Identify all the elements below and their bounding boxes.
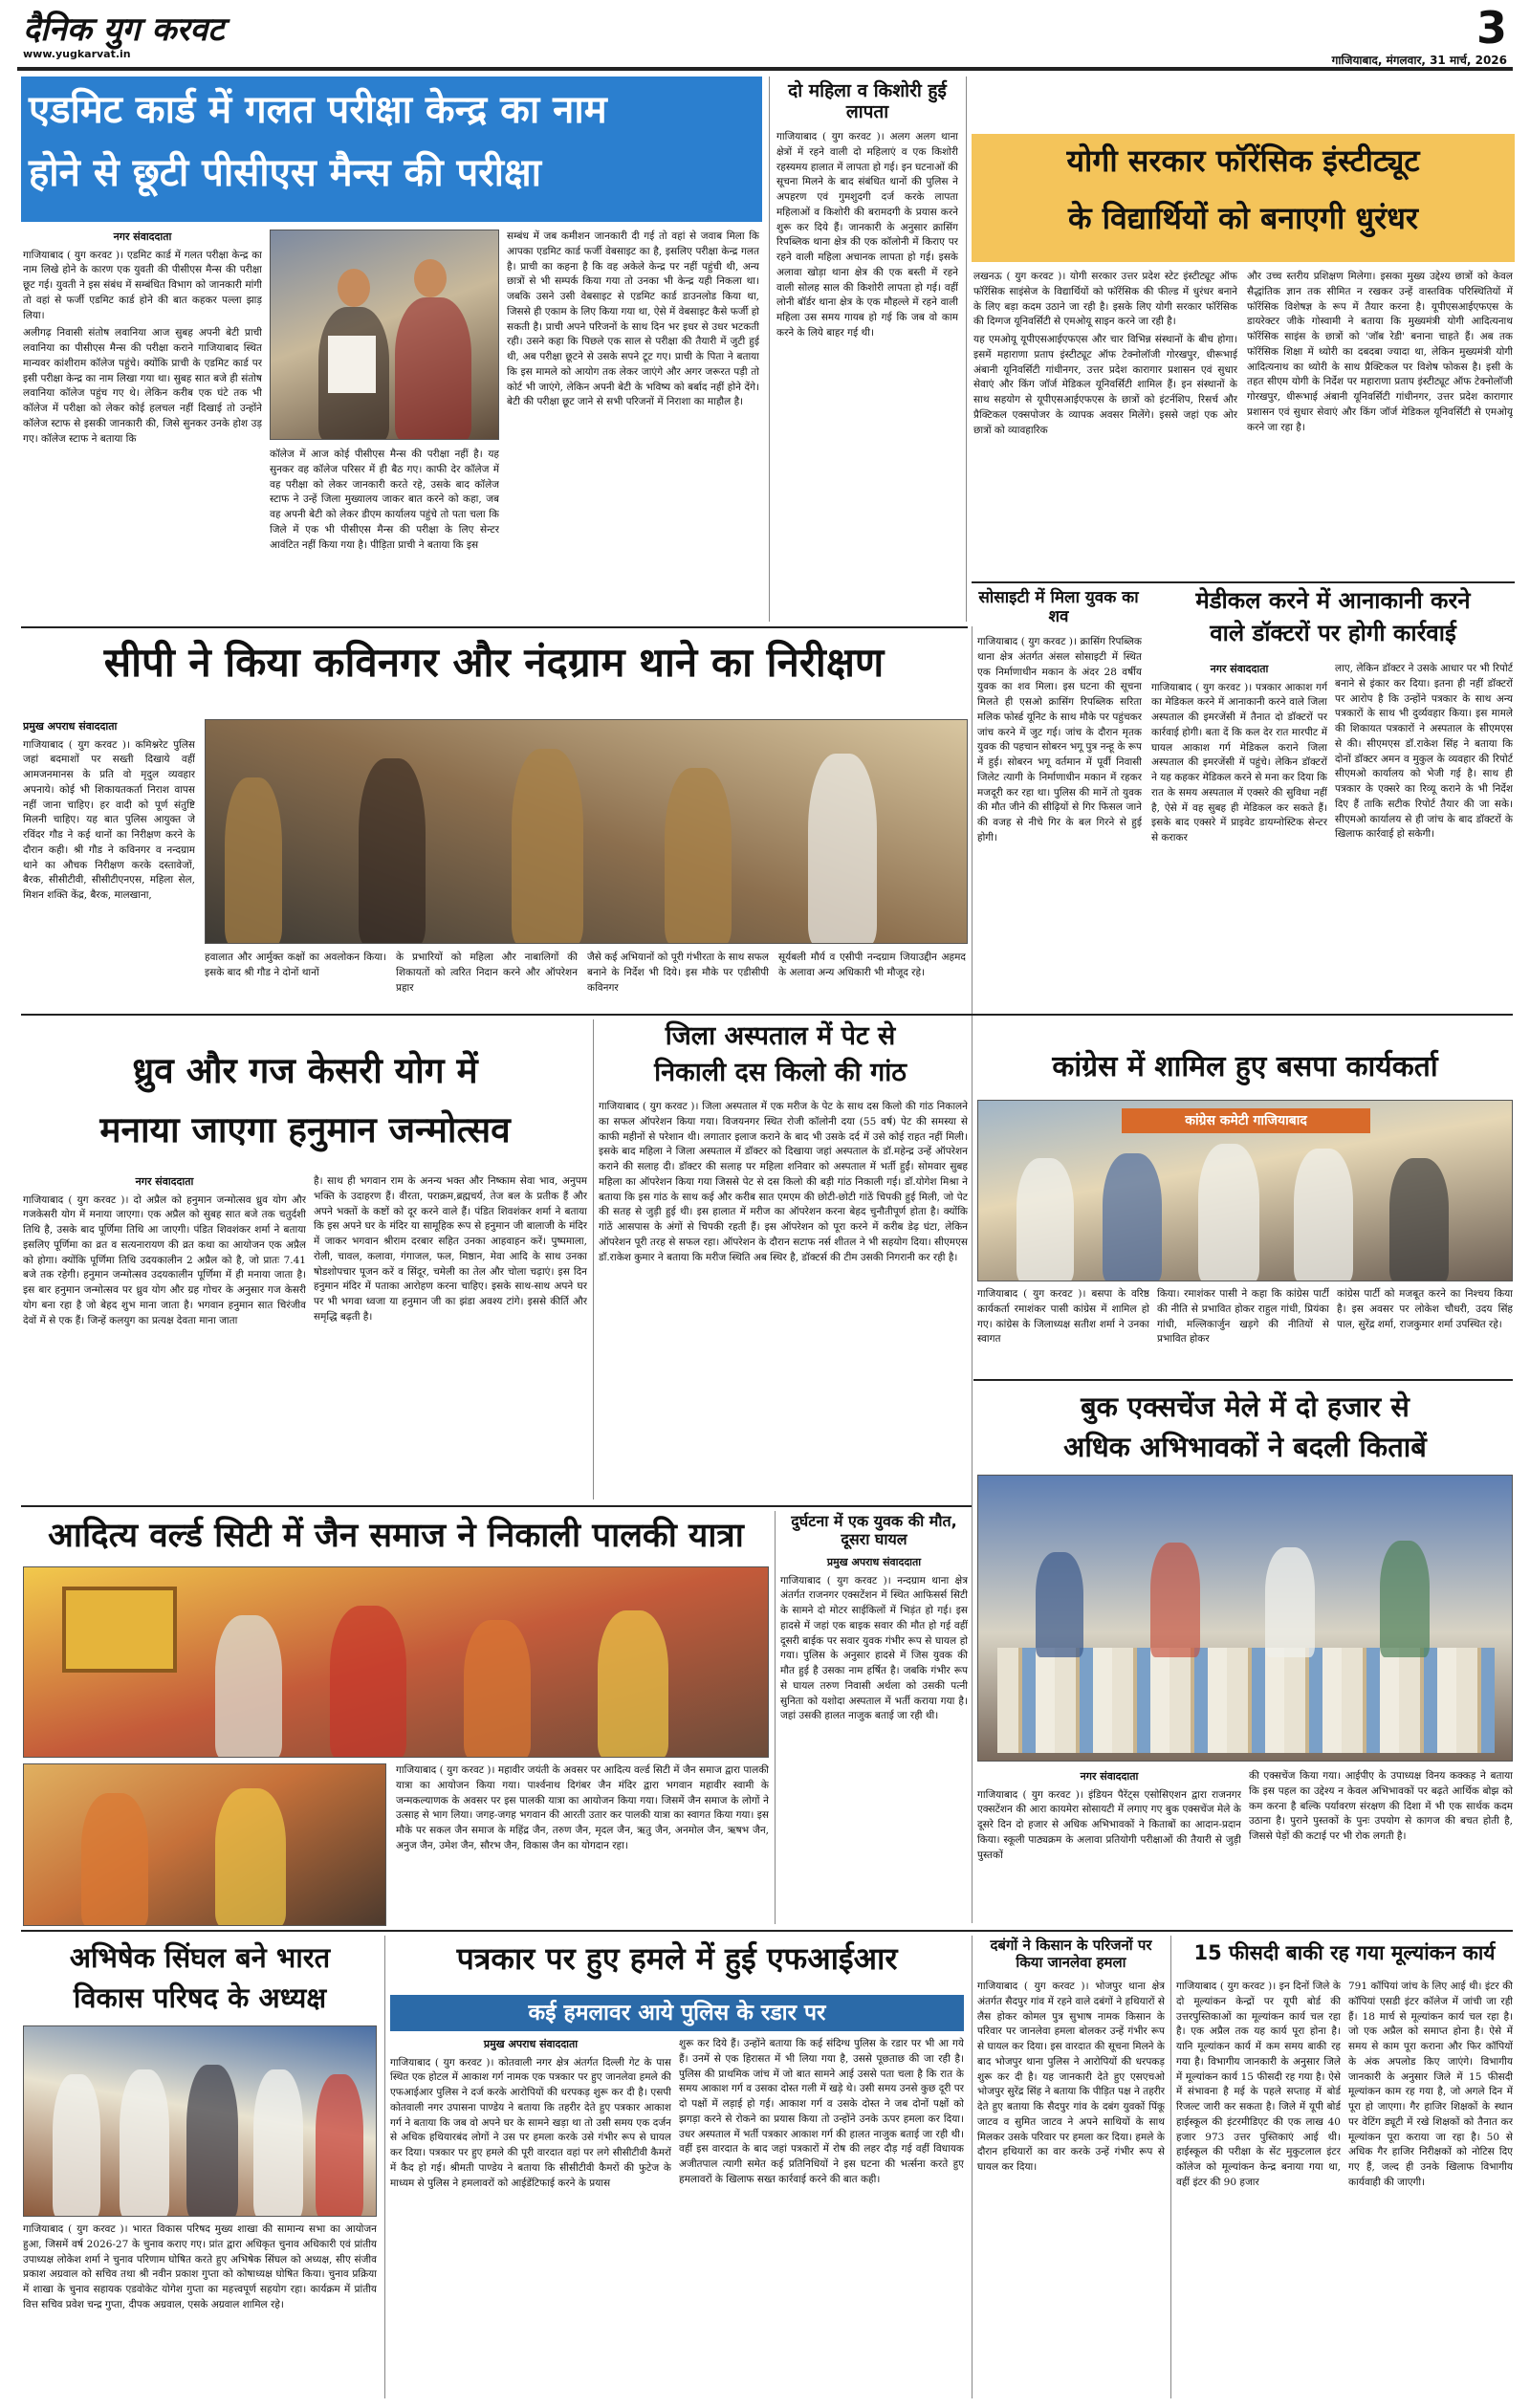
s9-photo-person5 xyxy=(1389,1158,1449,1281)
s14-headline: पत्रकार पर हुए हमले में हुई एफआईआर xyxy=(456,1940,898,1977)
s3-col2: और उच्च स्तरीय प्रशिक्षण मिलेगा। इसका मुख्य उद्देश्य छात्रों को केवल सैद्धांतिक ज्ञान तक सीमित न रखकर उन्हें वास्तविक परिस्थितियों में फॉरेंसिक विशेषज्ञ के रूप में तैयार करना है। यूपीएसआईएफएस के डायरेक्टर जीके गोस्वामी ने बताया कि मुख्यमंत्री योगी आदित्यनाथ फॉरेंसिक साइंस के छात्रों को 'जॉब रेडी' बनाना चाहते हैं। अब तक फॉरेंसिक शिक्षा में थ्योरी का दबदबा ज्यादा था, लेकिन मुख्यमंत्री योगी आदित्यनाथ का थ्योरी के साथ प्रैक्टिकल पर विशेष फोकस है। इसी के तहत सीएम योगी के निर्देश पर महाराणा प्रताप इंस्टीट्यूट ऑफ टेक्नोलॉजी गोरखपुर, धीरूभाई अंबानी यूनिवर्सिटी गांधीनगर, उत्तर प्रदेश कारागार प्रशासन एवं सुधार सेवाएं और किंग जॉर्ज मेडिकल यूनिवर्सिटी से एमओयू करने जा रहा है। xyxy=(1247,271,1513,433)
s1-col2: कॉलेज में आज कोई पीसीएस मैन्स की परीक्षा नहीं है। यह सुनकर वह कॉलेज परिसर में ही बैठ गए। काफी देर कॉलेज में वह परीक्षा को लेकर जानकारी करते रहे, उसके बाद कॉलेज स्टाफ ने उन्हें जिला मुख्यालय जाकर बात करने को कहा, जब वह अपनी बेटी को लेकर डीएम कार्यालय पहुंचे तो पता चला कि जिले में एक भी पीसीएस मैन्स की परीक्षा के लिए सेन्टर आवंटित नहीं किया गया है। पीड़िता प्राची ने बताया कि इस xyxy=(270,449,499,551)
s1-byline: नगर संवाददाता xyxy=(113,230,172,243)
s7-headline-line1: ध्रुव और गज केसरी योग में xyxy=(132,1050,478,1091)
s7-para1: गाजियाबाद ( युग करवट )। दो अप्रैल को हनुमान जन्मोत्सव ध्रुव योग और गजकेसरी योग में मनाया जाएगा। एक अप्रैल को सुबह सात बजे तक चतुर्दशी तिथि है, उसके बाद पूर्णिमा तिथि आ जाएगी। पंडित शिवशंकर शर्मा ने बताया इसलिए पूर्णिमा का व्रत व सत्यनारायण की व्रत कथा का आयोजन एक अप्रैल को होगा। क्योंकि पूर्णिमा तिथि उदयकालीन 2 अप्रैल को है, जो प्रातः 7.41 बजे तक रहेगी। हनुमान जन्मोत्सव उदयकालीन पूर्णिमा में ही मनाया जाता है। इस बार हनुमान जन्मोत्सव पर ध्रुव योग और ग्रह गोचर के अनुसार गज केसरी योग बना रहा है जो बेहद शुभ माना जाता है। भगवान हनुमान सात चिरंजीव देवों में से एक हैं। जिन्हें कलयुग का प्रत्यक्ष देवता माना जाता xyxy=(23,1193,306,1326)
s1-photo xyxy=(270,230,499,440)
s9-photo-person1 xyxy=(1016,1158,1074,1281)
s15-body: गाजियाबाद ( युग करवट )। भोजपुर थाना क्षेत्र अंतर्गत सैदपुर गांव में रहने वाले दबंगों ने हथियारों से लैस होकर कोमल पुत्र सुभाष नामक किसान के परिवार पर जानलेवा हमला बोलकर उन्हें गंभीर रूप से घायल कर दिया। इस वारदात की सूचना मिलने के बाद भोजपुर थाना पुलिस ने आरोपियों की धरपकड़ शुरू कर दी है। यह जानकारी देते हुए एसएचओ भोजपुर सुरेंद्र सिंह ने बताया कि पीड़ित पक्ष ने तहरीर देते हुए बताया कि सैदपुर गांव के दबंग युवकों पिंकू जाटव व सुमित जाटव ने अपने साथियों के साथ मिलकर उसके परिवार पर हमला कर दिया। हमले के दौरान हथियारों का वार करके उन्हें गंभीर रूप से घायल कर दिया। xyxy=(977,1981,1165,2173)
s11-photo-person4 xyxy=(598,1610,668,1758)
s11-photo-person1 xyxy=(215,1615,282,1758)
s13-photo-person5 xyxy=(316,2074,363,2217)
divider-h-1 xyxy=(21,626,968,628)
s13-headline-line1: अभिषेक सिंघल बने भारत xyxy=(69,1941,331,1974)
s10-photo xyxy=(977,1475,1513,1762)
s3-headline-line1: योगी सरकार फॉरेंसिक इंस्टीट्यूट xyxy=(1066,142,1420,179)
s13-photo-person4 xyxy=(253,2069,303,2217)
s6-para1: गाजियाबाद ( युग करवट )। पत्रकार आकाश गर्ग का मेडिकल करने में आनाकानी करने वाले जिला अस्पताल की इमरजेंसी में तैनात दो डॉक्टरों पर कार्रवाई होगी। बता दें कि कल देर रात मारपीट में घायल आकाश गर्ग मेडिकल कराने जिला अस्पताल की इमरजेंसी में पहुंचे। लेकिन डॉक्टरों ने यह कहकर मेडिकल करने से मना कर दिया कि रात के समय अस्पताल में एक्सरे की सुविधा नहीं है, ऐसे में वह सुबह ही मेडिकल कर सकते हैं। इसके बाद एक्सरे में प्राइवेट डायग्नोस्टिक सेन्टर से कराकर xyxy=(1151,681,1327,843)
s4-col3: के प्रभारियों को महिला और नाबालिगों की शिकायतों को त्वरित निदान करने और ऑपरेशन प्रहार xyxy=(396,952,578,994)
s11-photo2-person1 xyxy=(81,1793,148,1926)
s12-col xyxy=(780,1555,968,1924)
s3-para1: लखनऊ ( युग करवट )। योगी सरकार उत्तर प्रदेश स्टेट इंस्टीट्यूट ऑफ फॉरेंसिक साइंसेज के विद्यार्थियों को फॉरेंसिक की फील्ड में धुरंधर बनाने के लिए बड़ा कदम उठाने जा रही है। इसके लिए योगी सरकार फॉरेंसिक की दिग्गज यूनिवर्सिटी से एमओयू साइन करने जा रही है। xyxy=(973,271,1237,328)
s11-photo-person3 xyxy=(464,1620,531,1758)
s14-subhead: कई हमलावर आये पुलिस के रडार पर xyxy=(528,2001,826,2025)
s16-headline: 15 फीसदी बाकी रह गया मूल्यांकन कार्य xyxy=(1193,1941,1496,1964)
s13-body: गाजियाबाद ( युग करवट )। भारत विकास परिषद मुख्य शाखा की सामान्य सभा का आयोजन हुआ, जिसमें वर्ष 2026-27 के चुनाव कराए गए। प्रांत द्वारा अधिकृत चुनाव अधिकारी एवं प्रांतीय उपाध्यक्ष लोकेश शर्मा ने चुनाव परिणाम घोषित करते हुए अभिषेक सिंघल को अध्यक्ष, सीए संजीव प्रकाश अग्रवाल को सचिव तथा श्री नवीन प्रकाश गुप्ता को कोषाध्यक्ष घोषित किया। चुनाव प्रक्रिया में शाखा के चुनाव सहायक एडवोकेट योगेश गुप्ता का महत्त्वपूर्ण सहयोग रहा। कार्यक्रम में प्रांतीय वित्त सचिव प्रवेश चन्द्र गुप्ता, दीपक अग्रवाल, एसके अग्रवाल शामिल रहे। xyxy=(23,2223,377,2310)
s10-para1: गाजियाबाद ( युग करवट )। इंडियन पैरेंट्स एसोसिएशन द्वारा राजनगर एक्सटेंशन की आरा कायमेरा सोसायटी में लगाए गए बुक एक्सचेंज मेले के दूसरे दिन दो हजार से अधिक अभिभावकों ने किताबों का आदान-प्रदान किया। स्कूली पाठ्यक्रम के अलावा प्रतियोगी परीक्षाओं की तैयारी से जुड़ी पुस्तकों xyxy=(977,1788,1241,1861)
s2-body: गाजियाबाद ( युग करवट )। अलग अलग थाना क्षेत्रों में रहने वाली दो महिलाएं व एक किशोरी रहस्यमय हालात में लापता हो गई। इन घटनाओं की सूचना मिलने के बाद संबंधित थानों की पुलिस ने अपहरण एवं गुमशुदगी दर्ज करके लापता महिलाओं व किशोरी की बरामदगी के प्रयास करने शुरू कर दिये हैं। जानकारी के अनुसार क्रासिंग रिपब्लिक थाना क्षेत्र की एक कॉलोनी में किराए पर रहने वाली महिला अचानक लापता हो गई। इसके अलावा खोड़ा थाना क्षेत्र की एक बस्ती में रहने वाली सोलह साल की किशोरी लापता हो गई। वहीं लोनी बॉर्डर थाना क्षेत्र के एक मौहल्ले में रहने वाली महिला उस समय गायब हो गई कि जब वो काम करने के लिये बाहर गई थी। xyxy=(776,131,958,339)
s4-byline: प्रमुख अपराध संवाददाता xyxy=(23,720,118,733)
s13-headline-line2: विकास परिषद के अध्यक्ष xyxy=(73,1981,327,2014)
s10-photo-bookstack xyxy=(997,1648,1495,1753)
s10-photo-child1 xyxy=(1036,1552,1083,1657)
s10-headline-line2: अधिक अभिभावकों ने बदली किताबें xyxy=(1063,1431,1427,1463)
s9-photo-person3 xyxy=(1198,1144,1259,1281)
s1-para2: अलीगढ़ निवासी संतोष लवानिया आज सुबह अपनी बेटी प्राची लवानिया का पीसीएस मैन्स की परीक्षा कराने गाजियाबाद स्थित मान्यवर कांशीराम कॉलेज पहुंचे। क्योंकि प्राची के एडमिट कार्ड पर इसी परीक्षा केन्द्र का नाम लिखा गया था। सुबह सात बजे ही संतोष लवानिया कॉलेज पहुंच गए थे। लेकिन करीब एक घंटे तक भी कॉलेज में परीक्षा को लेकर कोई हलचल नहीं दिखाई तो उन्होंने कॉलेज स्टाफ से इसकी जानकारी की, जिसे सुनकर उनके होश उड़ गए। कॉलेज स्टाफ ने बताया कि xyxy=(23,327,262,445)
s10-headline-line1: बुक एक्सचेंज मेले में दो हजार से xyxy=(1081,1390,1410,1423)
s4-photo-officer5 xyxy=(808,754,877,944)
s1-photo-person2 xyxy=(395,297,471,440)
s10-col1 xyxy=(977,1769,1241,1922)
masthead-url[interactable]: www.yugkarvat.in xyxy=(23,48,131,60)
divider-v-6 xyxy=(775,1511,776,1924)
s13-photo-person1 xyxy=(53,2074,100,2217)
s3-col1 xyxy=(973,270,1237,576)
divider-v-1 xyxy=(769,77,770,622)
divider-v-2 xyxy=(966,77,967,622)
s4-col5: सूर्यबली मौर्य व एसीपी नन्दग्राम जियाउद्दीन अहमद के अलावा अन्य अधिकारी भी मौजूद रहे। xyxy=(778,952,966,978)
divider-v-3 xyxy=(972,626,973,1038)
s10-byline: नगर संवाददाता xyxy=(1080,1770,1139,1783)
s10-photo-child3 xyxy=(1265,1547,1315,1657)
dateline: गाजियाबाद, मंगलवार, 31 मार्च, 2026 xyxy=(1331,54,1507,67)
s14-para1: गाजियाबाद ( युग करवट )। कोतवाली नगर क्षेत्र अंतर्गत दिल्ली गेट के पास स्थित एक होटल में आकाश गर्ग नामक एक पत्रकार पर हुए जानलेवा हमले की एफआईआर पुलिस ने दर्ज करके आरोपियों की धरपकड़ शुरू कर दी है। एसपी कोतवाली नगर उपासना पाण्डेय ने बताया कि तहरीर देते हुए पत्रकार आकाश गर्ग ने बताया कि जब वो अपने घर के सामने खड़ा था तो उसी समय एक दर्जन से अधिक हथियारबंद लोगों ने उस पर हमला करके उसे गंभीर रूप से घायल कर दिया। पत्रकार पर हुए हमले की पूरी वारदात वहां पर लगे सीसीटीवी कैमरों में कैद हो गई। श्रीमती पाण्डेय ने बताया कि सीसीटीवी कैमरों की फुटेज के माध्यम से पुलिस ने हमलावरों को आईडेंटिफाई करने के प्रयास xyxy=(390,2056,671,2189)
divider-h-s10 xyxy=(973,1379,1513,1381)
s1-photo-person2-head xyxy=(414,259,447,297)
s3-headline-line2: के विद्यार्थियों को बनाएगी धुरंधर xyxy=(1068,200,1418,236)
s12-headline: दुर्घटना में एक युवक की मौत, दूसरा घायल xyxy=(791,1512,957,1548)
s4-photo-officer3 xyxy=(512,749,583,944)
s8-headline-line1: जिला अस्पताल में पेट से xyxy=(665,1021,896,1051)
s9-photo-person2 xyxy=(1103,1153,1162,1281)
s4-headline: सीपी ने किया कविनगर और नंदग्राम थाने का निरीक्षण xyxy=(103,639,885,686)
s4-photo-officer2 xyxy=(359,758,426,944)
s14-byline: प्रमुख अपराध संवाददाता xyxy=(483,2038,579,2050)
s14-col2: शुरू कर दिये हैं। उन्होंने बताया कि कई संदिग्ध पुलिस के रडार पर भी आ गये हैं। उनमें से एक हिरासत में भी लिया गया है, उससे पूछताछ की जा रही है। पुलिस की प्राथमिक जांच में जो बात सामने आई उससे पता चला है कि रात के समय आकाश गर्ग व उसका दोस्त गली में खड़े थे। उसी समय उनसे कुछ दूरी पर दो पक्षों में लड़ाई हो गई। आकाश गर्ग व उसके दोस्त ने जब दोनों पक्षों को झगड़ा करने से रोकने का प्रयास किया तो उन्होंने उनके ऊपर हमला कर दिया। उधर अस्पताल में भर्ती पत्रकार आकाश गर्ग की हालत नाजुक बताई जा रही थी। वहीं इस वारदात के बाद जहां पत्रकारों में रोष की लहर दौड़ गई वहीं विधायक अजीतपाल त्यागी समेत कई प्रतिनिधियों ने इस घटना की भर्त्सना करते हुए हमलावरों के खिलाफ सख्त कार्रवाई करने की बात कही। xyxy=(679,2038,964,2185)
s1-col1 xyxy=(23,230,262,622)
s4-photo-officer4 xyxy=(665,768,732,944)
s16-col1: गाजियाबाद ( युग करवट )। इन दिनों जिले के दो मूल्यांकन केन्द्रों पर यूपी बोर्ड की उत्तरपुस्तिकाओं का मूल्यांकन कार्य चल रहा है। एक अप्रैल तक यह कार्य पूरा होना है। यानि मूल्यांकन कार्य में कम समय बाकी रह गया है। विभागीय जानकारी के अनुसार जिले में मूल्यांकन कार्य 15 फीसदी रह गया है। ऐसे में संभावना है मई के पहले सप्ताह में बोर्ड रिजल्ट जारी कर सकता है। जिले में यूपी बोर्ड हाईस्कूल की इंटरमीडिएट की एक लाख 40 हजार 973 उत्तर पुस्तिकाएं आई थी। हाईस्कूल की परीक्षा के सेंट मुकुटलाल इंटर कॉलेज को मूल्यांकन केन्द्र बनाया गया था, वहीं इंटर की 90 हजार xyxy=(1176,1981,1341,2188)
s6-col2: लाए, लेकिन डॉक्टर ने उसके आधार पर भी रिपोर्ट बनाने से इंकार कर दिया। इतना ही नहीं डॉक्टरों पर आरोप है कि उन्होंने पत्रकार के साथ अन्य पत्रकारों के साथ भी दुर्व्यवहार किया। इस मामले की शिकायत पत्रकारों ने अस्पताल के सीएमएस से की। सीएमएस डॉ.राकेश सिंह ने बताया कि दोनों डॉक्टर अमन व मुकुल के व्यवहार की रिपोर्ट सीएमओ कार्यालय को भेजी गई है। साथ ही पत्रकार के एक्सरे का रिव्यू कराने के भी निर्देश दिए हैं ताकि सटीक रिपोर्ट तैयार की जा सके। सीएमओ कार्यालय से ही जांच के बाद डॉक्टरों के खिलाफ कार्रवाई हो सकेगी। xyxy=(1335,663,1513,841)
s11-photo xyxy=(23,1566,769,1758)
s11-body: गाजियाबाद ( युग करवट )। महावीर जयंती के अवसर पर आदित्य वर्ल्ड सिटी में जैन समाज द्वारा पालकी यात्रा का आयोजन किया गया। पार्श्वनाथ दिगंबर जैन मंदिर द्वारा भगवान महावीर स्वामी के जन्मकल्याणक के अवसर पर इस पालकी यात्रा का आयोजन किया गया। जिसमें जैन समाज के लोगों ने उत्साह से भाग लिया। जगह-जगह भगवान की आरती उतार कर पालकी यात्रा का स्वागत किया गया। इस मौके पर सकल जैन समाज के महिंद्र जैन, तरुण जैन, मृदल जैन, ऋतु जैन, अनमोल जैन, ऋषभ जैन, अनुज जैन, उमेश जैन, सौरभ जैन, विकास जैन का योगदान रहा। xyxy=(396,1764,769,1851)
s3-para2: यह एमओयू यूपीएसआईएफएस और चार विभिन्न संस्थानों के बीच होगा। इसमें महाराणा प्रताप इंस्टीट्यूट ऑफ टेक्नोलॉजी गोरखपुर, धीरूभाई अंबानी यूनिवर्सिटी गांधीनगर, उत्तर प्रदेश कारागार प्रशासन एवं सुधार सेवाएं और किंग जॉर्ज मेडिकल यूनिवर्सिटी शामिल हैं। इन संस्थानों के साथ सहयोग से यूपीएसआईएफएस के छात्रों को इंटर्नशिप, रिसर्च और प्रैक्टिकल एक्सपोजर के व्यापक अवसर मिलेंगे। इससे जहां एक ओर छात्रों को व्यावहारिक xyxy=(973,334,1237,436)
s12-byline: प्रमुख अपराध संवाददाता xyxy=(826,1556,922,1568)
divider-h-2 xyxy=(21,1014,1513,1016)
s7-byline: नगर संवाददाता xyxy=(135,1175,194,1188)
s10-photo-child4 xyxy=(1380,1541,1430,1657)
s7-headline-line2: मनाया जाएगा हनुमान जन्मोत्सव xyxy=(99,1109,511,1150)
s11-photo-palki xyxy=(62,1587,177,1673)
s8-body: गाजियाबाद ( युग करवट )। जिला अस्पताल में एक मरीज के पेट के साथ दस किलो की गांठ निकालने का सफल ऑपरेशन किया गया। विजयनगर स्थित रोजी कॉलोनी दया (55 वर्ष) पेट की समस्या से काफी महीनों से परेशान थी। लगातार इलाज कराने के बाद भी उसके दर्द में उसे कोई राहत नहीं मिली। इसके बाद महिला ने जिला अस्पताल में डॉक्टर को दिखाया जहां अस्पताल के डॉ.महेन्द्र उन्हें ऑपरेशन कराने की सलाह दी। डॉक्टर की सलाह पर महिला शनिवार को अस्पताल में भर्ती हुईं। सोमवार सुबह महिला का ऑपरेशन किया गया जिससे पेट से दस किलो की बड़ी गांठ निकाली गई। डॉ.योगेश मिश्रा ने बताया कि इस गांठ के साथ कई और करीब सात एमएम की छोटी-छोटी गांठें चिपकी हुई मिली, जो पेट की सतह से जुड़ी हुई थी। इस हालात में मरीज का ऑपरेशन करना बेहद चुनौतीपूर्ण होता है। क्योंकि गांठें आसपास के अंगों से चिपकी रहती हैं। इस ऑपरेशन को पूरा करने में करीब डेढ़ घंटा, लेकिन ऑपरेशन पूरी तरह से सफल रहा। ऑपरेशन के दौरान सटाफ नर्स शीतल ने भी सहयोग दिया। सीएमएस डॉ.राकेश कुमार ने बताया कि मरीज स्थिति अब स्थिर है, डॉक्टर्स की टीम उसकी निगरानी कर रही है। xyxy=(599,1101,968,1263)
s16-col2: 791 कॉपियां जांच के लिए आई थी। इंटर की कॉपियां एसडी इंटर कॉलेज में जांची जा रही हैं। 18 मार्च से मूल्यांकन कार्य चल रहा है। जो एक अप्रैल को समाप्त होना है। ऐसे में समय से काम पूरा कराना और फिर कॉपियों के अंक अपलोड किए जाएंगे। विभागीय जानकारी के अनुसार जिले में 15 फीसदी मूल्यांकन काम रह गया है, जो अगले दिन में पूरा हो जाएगा। गैर हाजिर शिक्षकों के स्थान पर वेटिंग ड्यूटी में रखे शिक्षकों को तैनात कर मूल्यांकन पूरा कराया जा रहा है। 50 से अधिक गैर हाजिर निरीक्षकों को नोटिस दिए गए हैं, जल्द ही उनके खिलाफ विभागीय कार्यवाही की जाएगी। xyxy=(1348,1981,1513,2188)
divider-v-9 xyxy=(1170,1936,1171,2398)
page-number: 3 xyxy=(1475,2,1507,54)
s11-photo-person2 xyxy=(330,1606,406,1758)
divider-h-s3 xyxy=(972,581,1515,583)
s13-photo-person3 xyxy=(186,2065,238,2217)
s10-col2: की एक्सचेंज किया गया। आईपीए के उपाध्यक्ष विनय कक्कड़ ने बताया कि इस पहल का उद्देश्य न केवल अभिभावकों पर बढ़ते आर्थिक बोझ को कम करना है बल्कि पर्यावरण संरक्षण की दिशा में भी एक सार्थक कदम उठाना है। पुराने पुस्तकों के पुनः उपयोग से कागज की बचत होती है, जिससे पेड़ों की कटाई पर भी रोक लगती है। xyxy=(1249,1770,1513,1842)
divider-v-4 xyxy=(593,1019,594,1500)
masthead-rule xyxy=(17,67,1513,71)
s5-body: गाजियाबाद ( युग करवट )। क्रासिंग रिपब्लिक थाना क्षेत्र अंतर्गत अंसल सोसाइटी में स्थित एक निर्माणाधीन मकान के अंदर 28 वर्षीय युवक का शव मिला। इस घटना की सूचना मिलते ही एसओ क्रासिंग रिपब्लिक सरिता मलिक फोर्स्ड यूनिट के साथ मौके पर पहुंचकर जांच करने में जुट गई। जांच के दौरान मृतक युवक की पहचान सोबरन भगू पुत्र नन्हू के रूप में हुई। सोबरन भगू वर्तमान में पूर्वी निवासी जिलेट त्यागी के निर्माणाधीन मकान में रहकर मजदूरी कर रहा था। पुलिस की मानें तो युवक की मौत जीने की सीढ़ियों से गिर फिसल जाने की वजह से नीचे गिर के बल गिरने से हुई होगी। xyxy=(977,636,1142,843)
s4-photo-officer1 xyxy=(225,777,282,944)
s1-para1: गाजियाबाद ( युग करवट )। एडमिट कार्ड में गलत परीक्षा केन्द्र का नाम लिखे होने के कारण एक युवती की पीसीएस मैन्स की परीक्षा छूट गई। युवती ने इस संबंध में सम्बंधित विभाग को जानकारी मांगी तो वहां से फर्जी एडमिट कार्ड होने की बात कहकर पल्ला झाड़ लिया। xyxy=(23,249,262,321)
s9-col3: कांग्रेस पार्टी को मजबूत करने का निश्चय किया है। इस अवसर पर लोकेश चौधरी, उदय सिंह पाल, सुरेंद्र शर्मा, राजकुमार शर्मा उपस्थित रहे। xyxy=(1337,1288,1513,1330)
s9-col1: गाजियाबाद ( युग करवट )। बसपा के वरिष्ठ कार्यकर्ता रमाशंकर पासी कांग्रेस में शामिल हो गए। कांग्रेस के जिलाध्यक्ष सतीश शर्मा ने उनका स्वागत xyxy=(977,1288,1149,1346)
s7-col1 xyxy=(23,1174,306,1500)
s1-photo-person1-head xyxy=(338,269,370,307)
s9-col2: किया। रमाशंकर पासी ने कहा कि कांग्रेस पार्टी की नीति से प्रभावित होकर राहुल गांधी, प्रियंका गांधी, मल्लिकार्जुन खड़गे की नीतियों से प्रभावित होकर xyxy=(1157,1288,1329,1346)
s9-headline: कांग्रेस में शामिल हुए बसपा कार्यकर्ता xyxy=(1052,1050,1438,1084)
s11-photo2 xyxy=(23,1763,386,1926)
s13-photo-person2 xyxy=(120,2069,169,2217)
s5-headline: सोसाइटी में मिला युवक का शव xyxy=(978,588,1139,627)
s6-col1 xyxy=(1151,662,1327,1037)
s6-headline-line1: मेडीकल करने में आनाकानी करने xyxy=(1195,587,1471,614)
s9-photo-person4 xyxy=(1294,1149,1353,1281)
s4-col4: जैसे कई अभियानों को पूरी गंभीरता के साथ सफल बनाने के निर्देश भी दिये। इस मौके पर एडीसीपी कविनगर xyxy=(587,952,769,994)
s1-photo-admit-card xyxy=(328,336,376,393)
s4-col2: हवालात और आर्मुक्त कक्षों का अवलोकन किया। इसके बाद श्री गौड ने दोनों थानों xyxy=(205,952,386,978)
divider-h-3 xyxy=(21,1505,972,1507)
s1-col3: सम्बंध में जब कमीशन जानकारी दी गई तो वहां से जवाब मिला कि आपका एडमिट कार्ड फर्जी वेबसाइट का है, इसलिए परीक्षा केन्द्र गलत है। प्राची का कहना है कि वह अकेले केन्द्र पर नहीं पहुंची थी, अन्य छात्रों से भी सम्पर्क किया गया तो उनका भी केन्द्र यही निकला था। जबकि उसने उसी वेबसाइट से एडमिट कार्ड डाउनलोड किया था, जिससे ही एकाम के लिए किया गया था, ऐसे में वेबसाइट कैसे फर्जी हो सकती है। प्राची अपने परिजनों के साथ दिन भर इधर से उधर भटकती रही। उसने कहा कि पिछले एक साल से परीक्षा की तैयारी में जुटी हुई थी, अब परीक्षा छूटने से उसके सपने टूट गए। प्राची के पिता ने बताया कि इस मामले को आयोग तक लेकर जाएंगे और अगर जरूरत पड़ी तो कोर्ट भी जाएंगे, लेकिन अपनी बेटी के भविष्य को बर्बाद नहीं होने देंगे। बेटी की परीक्षा छूट जाने से सभी परिजनों में निराशा का माहौल है। xyxy=(507,230,759,408)
divider-h-4 xyxy=(21,1930,1513,1932)
s4-photo xyxy=(205,719,968,944)
s14-col1 xyxy=(390,2037,671,2398)
s1-headline-line1: एडमिट कार्ड में गलत परीक्षा केन्द्र का नाम xyxy=(29,88,607,132)
s2-headline: दो महिला व किशोरी हुई लापता xyxy=(788,80,947,123)
s12-para1: गाजियाबाद ( युग करवट )। नन्दग्राम थाना क्षेत्र अंतर्गत राजनगर एक्सटेंशन में स्थित आफिसर्स सिटी के सामने दो मोटर साईकिलों में भिड़ंत हो गई। इस हादसे में जहां एक बाइक सवार की मौत हो गई वहीं दूसरी बाईक पर सवार युवक गंभीर रूप से घायल हो गया। पुलिस के अनुसार हादसे में जिस युवक की मौत हुई है उसका नाम हर्षित है। जबकि गंभीर रूप से घायल तरुण निवासी अर्थला को उसकी पत्नी सुनिता को यशोदा अस्पताल में भर्ती कराया गया है। जहां उसकी हालत नाजुक बताई जा रही थी। xyxy=(780,1574,968,1722)
s4-para1: गाजियाबाद ( युग करवट )। कमिश्नरेट पुलिस जहां बदमाशों पर सख्ती दिखाये वहीं आमजनमानस के प्रति वो मृदुल व्यवहार अपनाये। कोई भी शिकायतकर्ता निराश वापस नहीं जाना चाहिए। हर वादी को पूर्ण संतुष्टि मिलनी चाहिए। यह बात पुलिस आयुक्त जे रविंदर गौड ने कई थानों का निरीक्षण करने के दौरान कही। श्री गौड ने कविनगर व नन्दग्राम थाने का औचक निरीक्षण करके दस्तावेजों, बैरक, सीसीटीवी, सीसीटीएनएस, महिला सेल, मिशन शक्ति केंद्र, बैरक, मालखाना, xyxy=(23,738,195,901)
divider-v-8 xyxy=(972,1936,973,2398)
s9-photo xyxy=(977,1100,1513,1281)
s6-byline: नगर संवाददाता xyxy=(1210,663,1269,675)
s15-headline: दबंगों ने किसान के परिजनों पर किया जानलेवा हमला xyxy=(990,1937,1152,1971)
s1-headline-line2: होने से छूटी पीसीएस मैन्स की परीक्षा xyxy=(29,151,541,195)
s7-col2: है। साथ ही भगवान राम के अनन्य भक्त और निष्काम सेवा भाव, अनुपम भक्ति के उदाहरण हैं। वीरता, पराक्रम,ब्रह्मचर्य, तेज बल के प्रतीक हैं और अपने भक्तों के कष्टों को दूर करने वाले हैं। पंडित शिवशंकर शर्मा ने बताया कि इस अपने घर के मंदिर या सामूहिक रूप से हनुमान जी बालाजी के मंदिर में जाकर भगवान श्रीराम दरबार सहित उनका आहवाहन करें। पुष्पमाला, रोली, चावल, कलावा, गंगाजल, फल, मिष्ठान, मेवा आदि के साथ उनका षोडशोपचार पूजन करें व सिंदूर, चमेली का तेल और चोला चढ़ाएं। इस दिन हनुमान मंदिर में पताका आरोहण करना चाहिए। इसके साथ-साथ अपने घर पर भी भगवा ध्वजा या हनुमान जी का झंडा अवश्य टांगे। इससे कीर्ति और समृद्धि बढ़ती है। xyxy=(314,1175,587,1323)
divider-v-7 xyxy=(384,1936,385,2398)
masthead-name: दैनिक युग करवट xyxy=(23,11,225,49)
s6-headline-line2: वाले डॉक्टरों पर होगी कार्रवाई xyxy=(1210,620,1456,646)
divider-v-5 xyxy=(972,1019,973,1923)
s9-photo-banner: कांग्रेस कमेटी गाजियाबाद xyxy=(1122,1108,1370,1133)
s13-photo xyxy=(23,2025,377,2217)
s8-headline-line2: निकाली दस किलो की गांठ xyxy=(654,1058,907,1087)
s11-photo2-person2 xyxy=(215,1788,286,1926)
s11-headline: आदित्य वर्ल्ड सिटी में जैन समाज ने निकाली पालकी यात्रा xyxy=(48,1517,744,1555)
s10-photo-child2 xyxy=(1150,1543,1200,1657)
